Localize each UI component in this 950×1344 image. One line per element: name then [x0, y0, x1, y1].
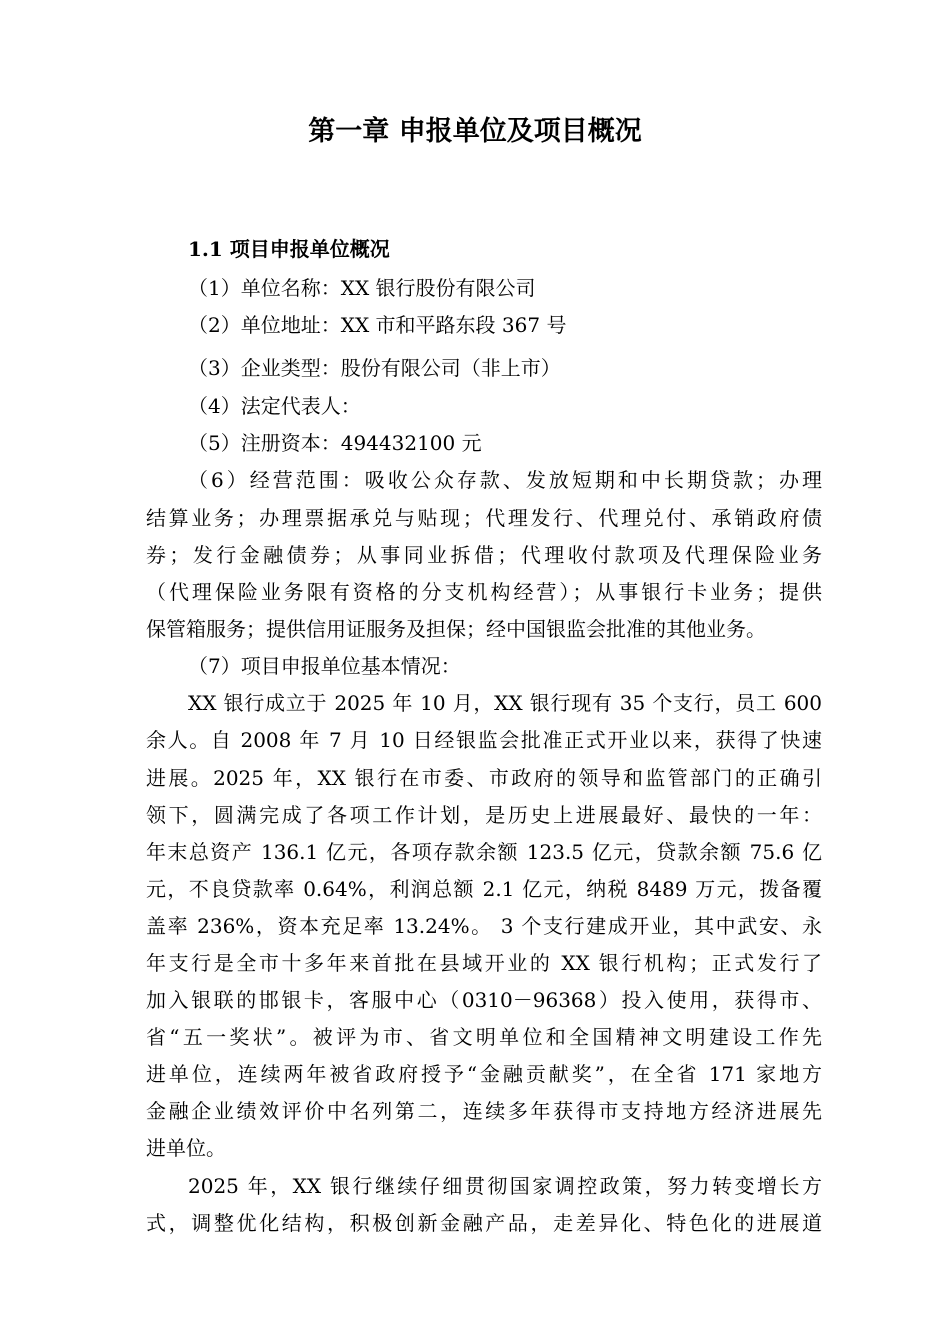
scope-line: （代理保险业务限有资格的分支机构经营）；从事银行卡业务；提供	[146, 580, 822, 604]
paragraph-line: 省“五一奖状”。被评为市、省文明单位和全国精神文明建设工作先	[146, 1025, 822, 1049]
item-unit-name: （1）单位名称：XX 银行股份有限公司	[188, 276, 536, 300]
paragraph-line: 进单位，连续两年被省政府授予“金融贡献奖”，在全省 171 家地方	[146, 1062, 822, 1086]
item-unit-address: （2）单位地址：XX 市和平路东段 367 号	[188, 313, 567, 337]
paragraph-line: 领下，圆满完成了各项工作计划，是历史上进展最好、最快的一年：	[146, 803, 822, 827]
paragraph-line: 盖率 236%，资本充足率 13.24%。 3 个支行建成开业，其中武安、永	[146, 914, 822, 938]
section-title: 1.1 项目申报单位概况	[188, 237, 390, 261]
paragraph-line: 2025 年，XX 银行继续仔细贯彻国家调控政策，努力转变增长方	[188, 1174, 822, 1198]
item-legal-representative: （4）法定代表人：	[188, 394, 361, 418]
paragraph-line: XX 银行成立于 2025 年 10 月，XX 银行现有 35 个支行，员工 600	[188, 691, 822, 715]
paragraph-line: 进单位。	[146, 1136, 226, 1160]
item-registered-capital: （5）注册资本：494432100 元	[188, 431, 482, 455]
paragraph-line: 加入银联的邯银卡，客服中心（0310－96368）投入使用，获得市、	[146, 988, 822, 1012]
scope-line: （6）经营范围：吸收公众存款、发放短期和中长期贷款；办理	[188, 468, 822, 492]
item-basic-info: （7）项目申报单位基本情况：	[188, 654, 461, 678]
paragraph-line: 元，不良贷款率 0.64%，利润总额 2.1 亿元，纳税 8489 万元，拨备覆	[146, 877, 822, 901]
item-company-type: （3）企业类型：股份有限公司（非上市）	[188, 356, 561, 380]
paragraph-line: 余人。自 2008 年 7 月 10 日经银监会批准正式开业以来，获得了快速	[146, 728, 822, 752]
scope-line: 券；发行金融债券；从事同业拆借；代理收付款项及代理保险业务	[146, 543, 822, 567]
paragraph-line: 年支行是全市十多年来首批在县域开业的 XX 银行机构；正式发行了	[146, 951, 822, 975]
scope-line: 结算业务；办理票据承兑与贴现；代理发行、代理兑付、承销政府债	[146, 506, 822, 530]
scope-line: 保管箱服务；提供信用证服务及担保；经中国银监会批准的其他业务。	[146, 617, 766, 641]
paragraph-line: 进展。2025 年，XX 银行在市委、市政府的领导和监管部门的正确引	[146, 766, 822, 790]
chapter-title: 第一章 申报单位及项目概况	[308, 116, 642, 147]
paragraph-line: 金融企业绩效评价中名列第二，连续多年获得市支持地方经济进展先	[146, 1099, 822, 1123]
paragraph-line: 年末总资产 136.1 亿元，各项存款余额 123.5 亿元，贷款余额 75.6 亿	[146, 840, 822, 864]
paragraph-line: 式，调整优化结构，积极创新金融产品，走差异化、特色化的进展道	[146, 1211, 822, 1235]
